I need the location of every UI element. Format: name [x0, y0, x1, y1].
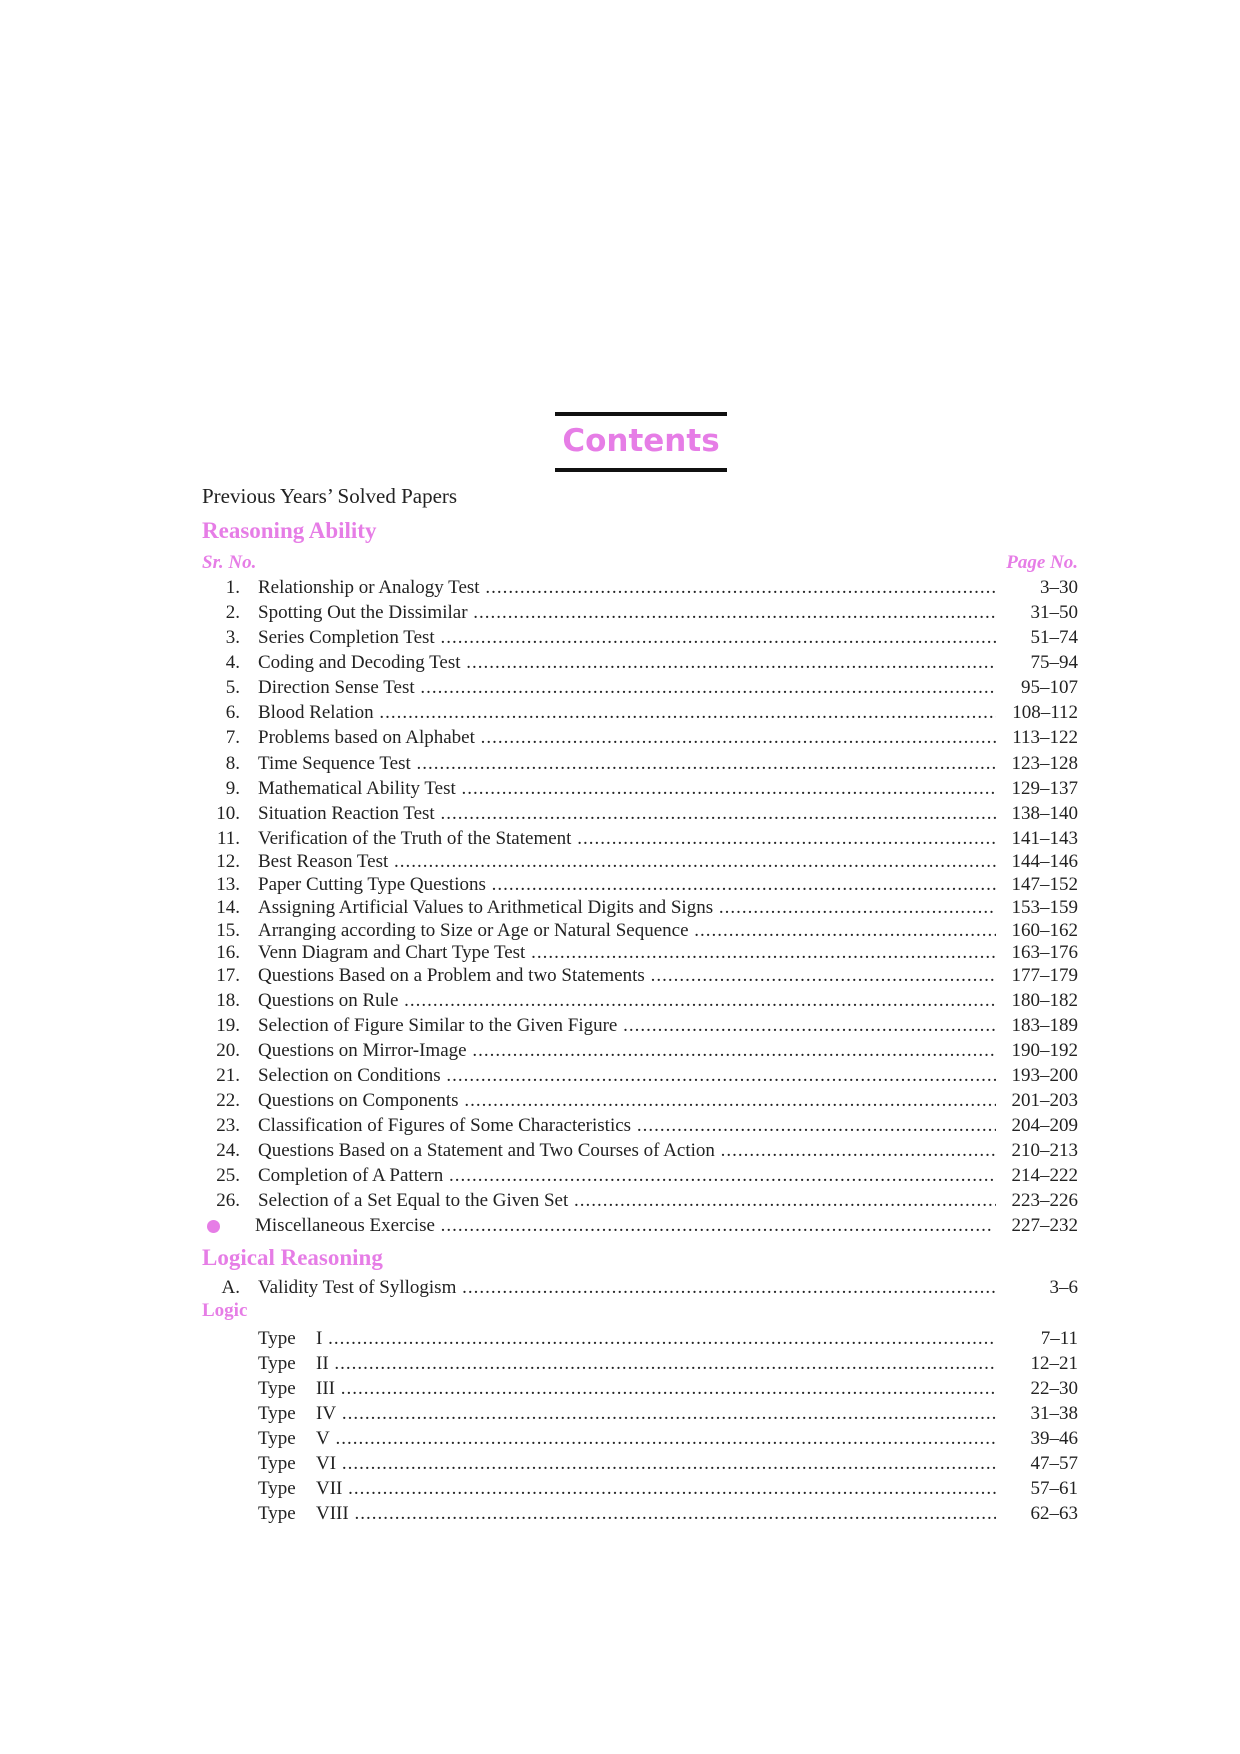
toc-pages: 12–21 [1030, 1353, 1078, 1374]
toc-pages: 108–112 [1012, 702, 1078, 723]
type-roman: V [316, 1428, 330, 1449]
title-rule-top [555, 412, 727, 416]
toc-num: A. [221, 1277, 240, 1298]
toc-row[interactable] [0, 651, 1240, 675]
toc-label: Selection of a Set Equal to the Given Set ..... [258, 1189, 996, 1213]
toc-pages: 3–6 [1049, 1277, 1078, 1298]
toc-label: Questions Based on a Statement and Two Courses of Action ..... [258, 1139, 996, 1163]
toc-pages: 201–203 [1011, 1090, 1078, 1111]
toc-pages: 227–232 [1011, 1215, 1078, 1236]
toc-row[interactable] [0, 873, 1240, 897]
reasoning-ability-heading: Reasoning Ability [202, 518, 377, 543]
toc-label: Best Reason Test ..... [258, 850, 996, 874]
type-roman: VI [316, 1453, 337, 1474]
toc-pages: 95–107 [1021, 677, 1078, 698]
toc-pages: 141–143 [1011, 828, 1078, 849]
toc-label: Time Sequence Test ..... [258, 752, 996, 776]
type-keyword: Type [258, 1503, 296, 1524]
toc-label: Selection on Conditions ..... [258, 1064, 996, 1088]
toc-num: 16. [216, 942, 240, 963]
type-keyword: Type [258, 1353, 296, 1374]
toc-row[interactable] [0, 701, 1240, 725]
toc-pages: 3–30 [1040, 577, 1078, 598]
toc-pages: 163–176 [1011, 942, 1078, 963]
toc-row[interactable] [0, 919, 1240, 943]
toc-label [258, 1502, 996, 1526]
toc-row-misc[interactable] [0, 1214, 1240, 1238]
toc-pages: 129–137 [1011, 778, 1078, 799]
toc-label: Questions on Rule ..... [258, 989, 996, 1013]
toc-label: Verification of the Truth of the Statement ..... [258, 827, 996, 851]
toc-label: Classification of Figures of Some Characteristics ..... [258, 1114, 996, 1138]
toc-pages: 47–57 [1030, 1453, 1078, 1474]
toc-row[interactable] [0, 896, 1240, 920]
toc-pages: 214–222 [1011, 1165, 1078, 1186]
type-roman: IV [316, 1403, 337, 1424]
toc-label: Blood Relation ..... [258, 701, 996, 725]
toc-num: 24. [216, 1140, 240, 1161]
title-rule-bottom [555, 468, 727, 472]
toc-label [258, 1352, 996, 1376]
toc-pages: 180–182 [1011, 990, 1078, 1011]
toc-label [258, 1327, 996, 1351]
toc-pages: 210–213 [1011, 1140, 1078, 1161]
toc-pages: 193–200 [1011, 1065, 1078, 1086]
toc-pages: 204–209 [1011, 1115, 1078, 1136]
toc-num: 26. [216, 1190, 240, 1211]
toc-label [258, 1377, 996, 1401]
toc-row[interactable] [0, 777, 1240, 801]
toc-num: 20. [216, 1040, 240, 1061]
toc-pages: 75–94 [1030, 652, 1078, 673]
toc-row-type[interactable] [0, 1327, 1240, 1351]
toc-label: Direction Sense Test ..... [258, 676, 996, 700]
type-keyword: Type [258, 1403, 296, 1424]
toc-row[interactable] [0, 1276, 1240, 1300]
toc-label: Situation Reaction Test ..... [258, 802, 996, 826]
toc-row[interactable] [0, 1114, 1240, 1138]
toc-num: 12. [216, 851, 240, 872]
toc-pages: 123–128 [1011, 753, 1078, 774]
toc-label: Validity Test of Syllogism ..... [258, 1276, 996, 1300]
toc-pages: 177–179 [1011, 965, 1078, 986]
toc-row[interactable] [0, 802, 1240, 826]
toc-pages: 160–162 [1011, 920, 1078, 941]
toc-row[interactable] [0, 626, 1240, 650]
toc-num: 1. [225, 577, 240, 598]
toc-row-type[interactable] [0, 1352, 1240, 1376]
type-keyword: Type [258, 1378, 296, 1399]
toc-label: Assigning Artificial Values to Arithmetical Digits and Signs ..... [258, 896, 996, 920]
toc-pages: 147–152 [1011, 874, 1078, 895]
toc-row[interactable] [0, 1089, 1240, 1113]
page-no-header: Page No. [1006, 552, 1078, 573]
toc-num: 4. [225, 652, 240, 673]
toc-num: 23. [216, 1115, 240, 1136]
type-keyword: Type [258, 1328, 296, 1349]
toc-row[interactable] [0, 576, 1240, 600]
toc-num: 2. [225, 602, 240, 623]
toc-row[interactable] [0, 1014, 1240, 1038]
sr-no-header: Sr. No. [202, 552, 257, 573]
toc-pages: 51–74 [1030, 627, 1078, 648]
toc-label: Arranging according to Size or Age or Natural Sequence ..... [258, 919, 996, 943]
toc-row-type[interactable] [0, 1477, 1240, 1501]
toc-pages: 7–11 [1040, 1328, 1078, 1349]
toc-num: 9. [225, 778, 240, 799]
toc-row[interactable] [0, 850, 1240, 874]
intro-text: Previous Years’ Solved Papers [202, 484, 458, 508]
toc-label: Miscellaneous Exercise ..... [255, 1214, 993, 1238]
toc-row[interactable] [0, 726, 1240, 750]
toc-row[interactable] [0, 941, 1240, 965]
toc-num: 21. [216, 1065, 240, 1086]
toc-num: 3. [225, 627, 240, 648]
toc-num: 11. [216, 828, 240, 849]
toc-num: 19. [216, 1015, 240, 1036]
toc-pages: 183–189 [1011, 1015, 1078, 1036]
toc-pages: 62–63 [1030, 1503, 1078, 1524]
toc-label: Questions Based on a Problem and two Statements ..... [258, 964, 996, 988]
toc-pages: 39–46 [1030, 1428, 1078, 1449]
toc-pages: 190–192 [1011, 1040, 1078, 1061]
toc-label: Questions on Mirror-Image ..... [258, 1039, 996, 1063]
toc-num: 13. [216, 874, 240, 895]
bullet-icon [207, 1220, 220, 1233]
toc-row-type[interactable] [0, 1402, 1240, 1426]
type-roman: VII [316, 1478, 343, 1499]
toc-pages: 138–140 [1011, 803, 1078, 824]
toc-label: Series Completion Test ..... [258, 626, 996, 650]
toc-row[interactable] [0, 989, 1240, 1013]
type-keyword: Type [258, 1428, 296, 1449]
logic-subheading: Logic [202, 1300, 248, 1321]
toc-label: Paper Cutting Type Questions ..... [258, 873, 996, 897]
toc-row[interactable] [0, 601, 1240, 625]
toc-row[interactable] [0, 676, 1240, 700]
toc-pages: 31–50 [1030, 602, 1078, 623]
toc-row[interactable] [0, 964, 1240, 988]
toc-row[interactable] [0, 1039, 1240, 1063]
toc-label: Problems based on Alphabet ..... [258, 726, 996, 750]
toc-row[interactable] [0, 1189, 1240, 1213]
title-block [555, 412, 727, 472]
toc-num: 22. [216, 1090, 240, 1111]
toc-pages: 153–159 [1011, 897, 1078, 918]
page-title: Contents [562, 423, 720, 459]
toc-pages: 144–146 [1011, 851, 1078, 872]
toc-num: 17. [216, 965, 240, 986]
toc-num: 5. [225, 677, 240, 698]
toc-row[interactable] [0, 827, 1240, 851]
type-roman: VIII [316, 1503, 349, 1524]
toc-num: 25. [216, 1165, 240, 1186]
toc-row[interactable] [0, 1139, 1240, 1163]
toc-label [258, 1452, 996, 1476]
toc-label: Relationship or Analogy Test ..... [258, 576, 996, 600]
type-roman: I [316, 1328, 323, 1349]
toc-pages: 113–122 [1012, 727, 1078, 748]
toc-num: 8. [225, 753, 240, 774]
toc-row-type[interactable] [0, 1452, 1240, 1476]
toc-row-type[interactable] [0, 1502, 1240, 1526]
toc-row-type[interactable] [0, 1377, 1240, 1401]
toc-pages: 57–61 [1030, 1478, 1078, 1499]
toc-label: Venn Diagram and Chart Type Test ..... [258, 941, 996, 965]
toc-num: 18. [216, 990, 240, 1011]
logical-reasoning-heading: Logical Reasoning [202, 1245, 383, 1270]
toc-num: 14. [216, 897, 240, 918]
type-roman: II [316, 1353, 329, 1374]
toc-label: Mathematical Ability Test ..... [258, 777, 996, 801]
type-keyword: Type [258, 1478, 296, 1499]
toc-num: 6. [225, 702, 240, 723]
toc-num: 7. [225, 727, 240, 748]
toc-num: 15. [216, 920, 240, 941]
toc-row[interactable] [0, 1064, 1240, 1088]
toc-pages: 31–38 [1030, 1403, 1078, 1424]
type-keyword: Type [258, 1453, 296, 1474]
toc-label: Completion of A Pattern ..... [258, 1164, 996, 1188]
toc-row-type[interactable] [0, 1427, 1240, 1451]
toc-pages: 22–30 [1030, 1378, 1078, 1399]
toc-label [258, 1427, 996, 1451]
type-roman: III [316, 1378, 335, 1399]
toc-label: Spotting Out the Dissimilar ..... [258, 601, 996, 625]
toc-pages: 223–226 [1011, 1190, 1078, 1211]
toc-label [258, 1477, 996, 1501]
toc-label: Selection of Figure Similar to the Given Figure ..... [258, 1014, 996, 1038]
toc-label: Questions on Components ..... [258, 1089, 996, 1113]
toc-num: 10. [216, 803, 240, 824]
toc-row[interactable] [0, 752, 1240, 776]
toc-label: Coding and Decoding Test ..... [258, 651, 996, 675]
toc-row[interactable] [0, 1164, 1240, 1188]
toc-label [258, 1402, 996, 1426]
